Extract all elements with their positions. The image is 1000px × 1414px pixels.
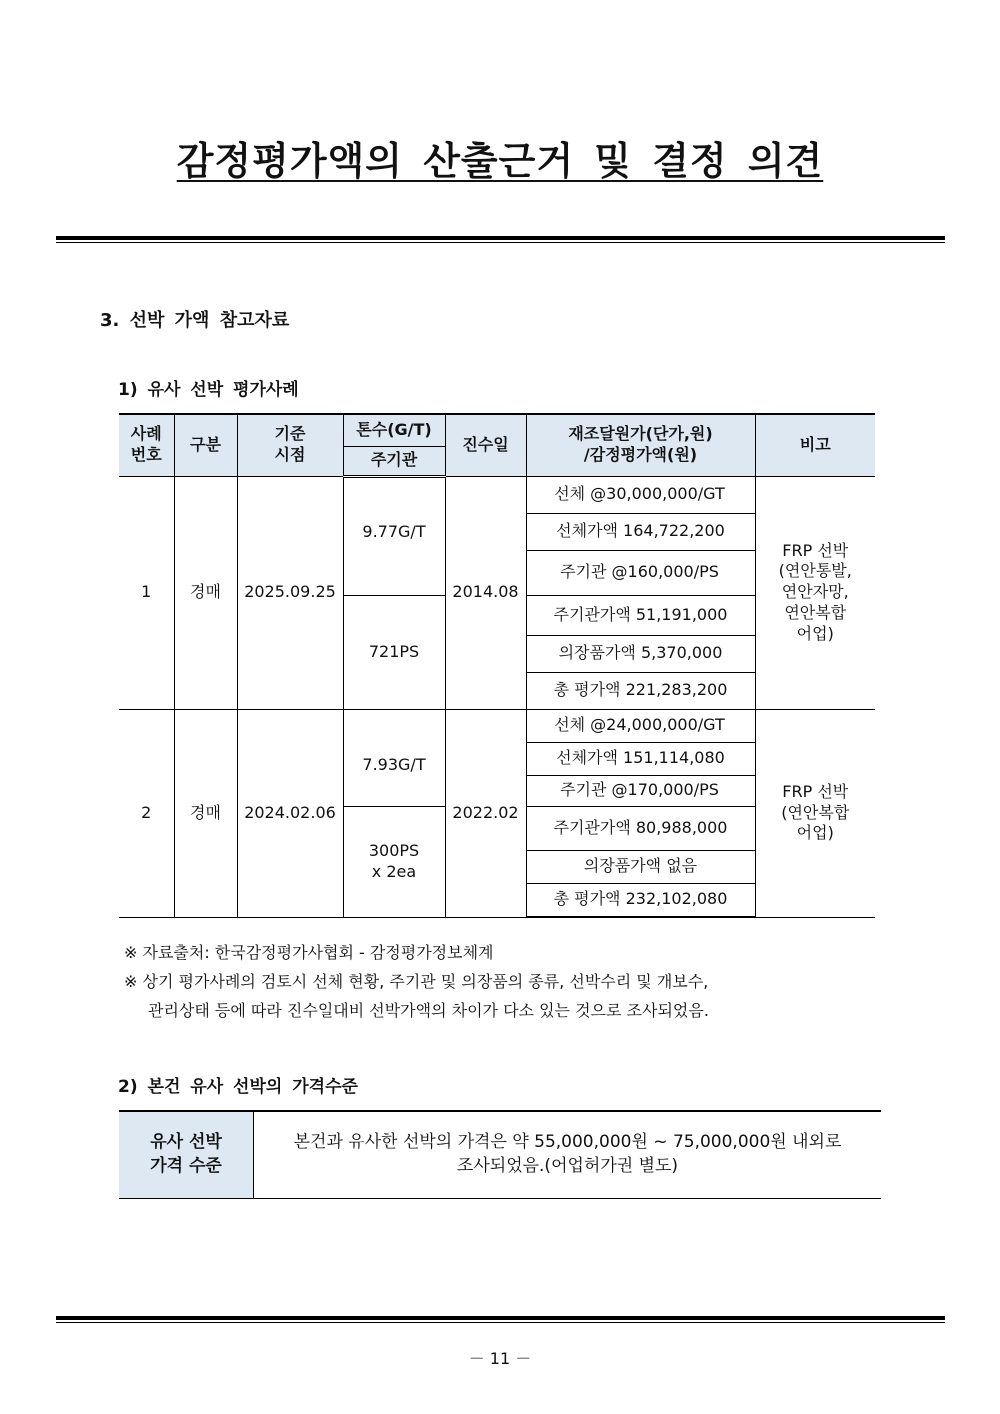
case-cost-row: 의장품가액 5,370,000 [526,635,755,672]
subsection-heading-2: 2) 본건 유사 선박의 가격수준 [118,1077,358,1097]
case-engine: 300PS x 2ea [343,806,445,917]
section-heading: 3. 선박 가액 참고자료 [100,310,290,331]
case-launch-date: 2014.08 [445,476,526,709]
notes [124,938,884,1025]
case-cost-row: 총 평가액 221,283,200 [526,672,755,709]
case-launch-date: 2022.02 [445,709,526,917]
case-cost-row: 선체가액 151,114,080 [526,742,755,775]
header-launch-date: 진수일 [445,414,526,476]
case-cost-row: 선체 @30,000,000/GT [526,476,755,513]
note-source: ※ 자료출처: 한국감정평가사협회 - 감정평가정보체계 [124,943,494,962]
case-remark: FRP 선박 (연안복합 어업) [755,709,875,917]
case-remark: FRP 선박 (연안통발, 연안자망, 연안복합 어업) [755,476,875,709]
appraisal-cases-table [119,413,875,918]
case-cost-row: 의장품가액 없음 [526,850,755,883]
case-no: 2 [119,709,174,917]
top-divider [56,234,945,243]
note-review: ※ 상기 평가사례의 검토시 선체 현황, 주기관 및 의장품의 종류, 선박수리 및 개보수, [124,972,709,991]
case-cost-row: 주기관 @170,000/PS [526,775,755,806]
bottom-divider [56,1314,945,1323]
subsection-heading-1: 1) 유사 선박 평가사례 [118,380,299,400]
case-cost-row: 선체가액 164,722,200 [526,513,755,550]
case-cost-row: 주기관 @160,000/PS [526,550,755,595]
case-cost-row: 주기관가액 80,988,000 [526,806,755,850]
case-cost-row: 주기관가액 51,191,000 [526,595,755,635]
case-cost-row: 총 평가액 232,102,080 [526,883,755,917]
page-title: 감정평가액의 산출근거 및 결정 의견 [176,139,824,183]
case-tonnage: 9.77G/T [343,476,445,595]
note-review-cont: 관리상태 등에 따라 진수일대비 선박가액의 차이가 다소 있는 것으로 조사되었음. [148,1001,709,1020]
header-base-date: 기준 시점 [237,414,343,476]
case-tonnage: 7.93G/T [343,709,445,806]
case-base-date: 2024.02.06 [237,709,343,917]
case-engine: 721PS [343,595,445,709]
header-engine: 주기관 [343,446,445,476]
case-category: 경매 [174,476,237,709]
case-category: 경매 [174,709,237,917]
header-category: 구분 [174,414,237,476]
header-cost: 재조달원가(단가,원) /감정평가액(원) [526,414,755,476]
header-tonnage: 톤수(G/T) [343,414,445,446]
page-number: － 11 － [468,1349,532,1368]
header-remark: 비고 [755,414,875,476]
header-case-no: 사례 번호 [119,414,174,476]
case-base-date: 2025.09.25 [237,476,343,709]
case-cost-row: 선체 @24,000,000/GT [526,709,755,742]
case-no: 1 [119,476,174,709]
price-level-label: 유사 선박 가격 수준 [119,1111,254,1199]
price-level-value: 본건과 유사한 선박의 가격은 약 55,000,000원 ~ 75,000,000원 내외로 조사되었음.(어업허가권 별도) [254,1111,882,1199]
price-level-table [119,1110,881,1199]
